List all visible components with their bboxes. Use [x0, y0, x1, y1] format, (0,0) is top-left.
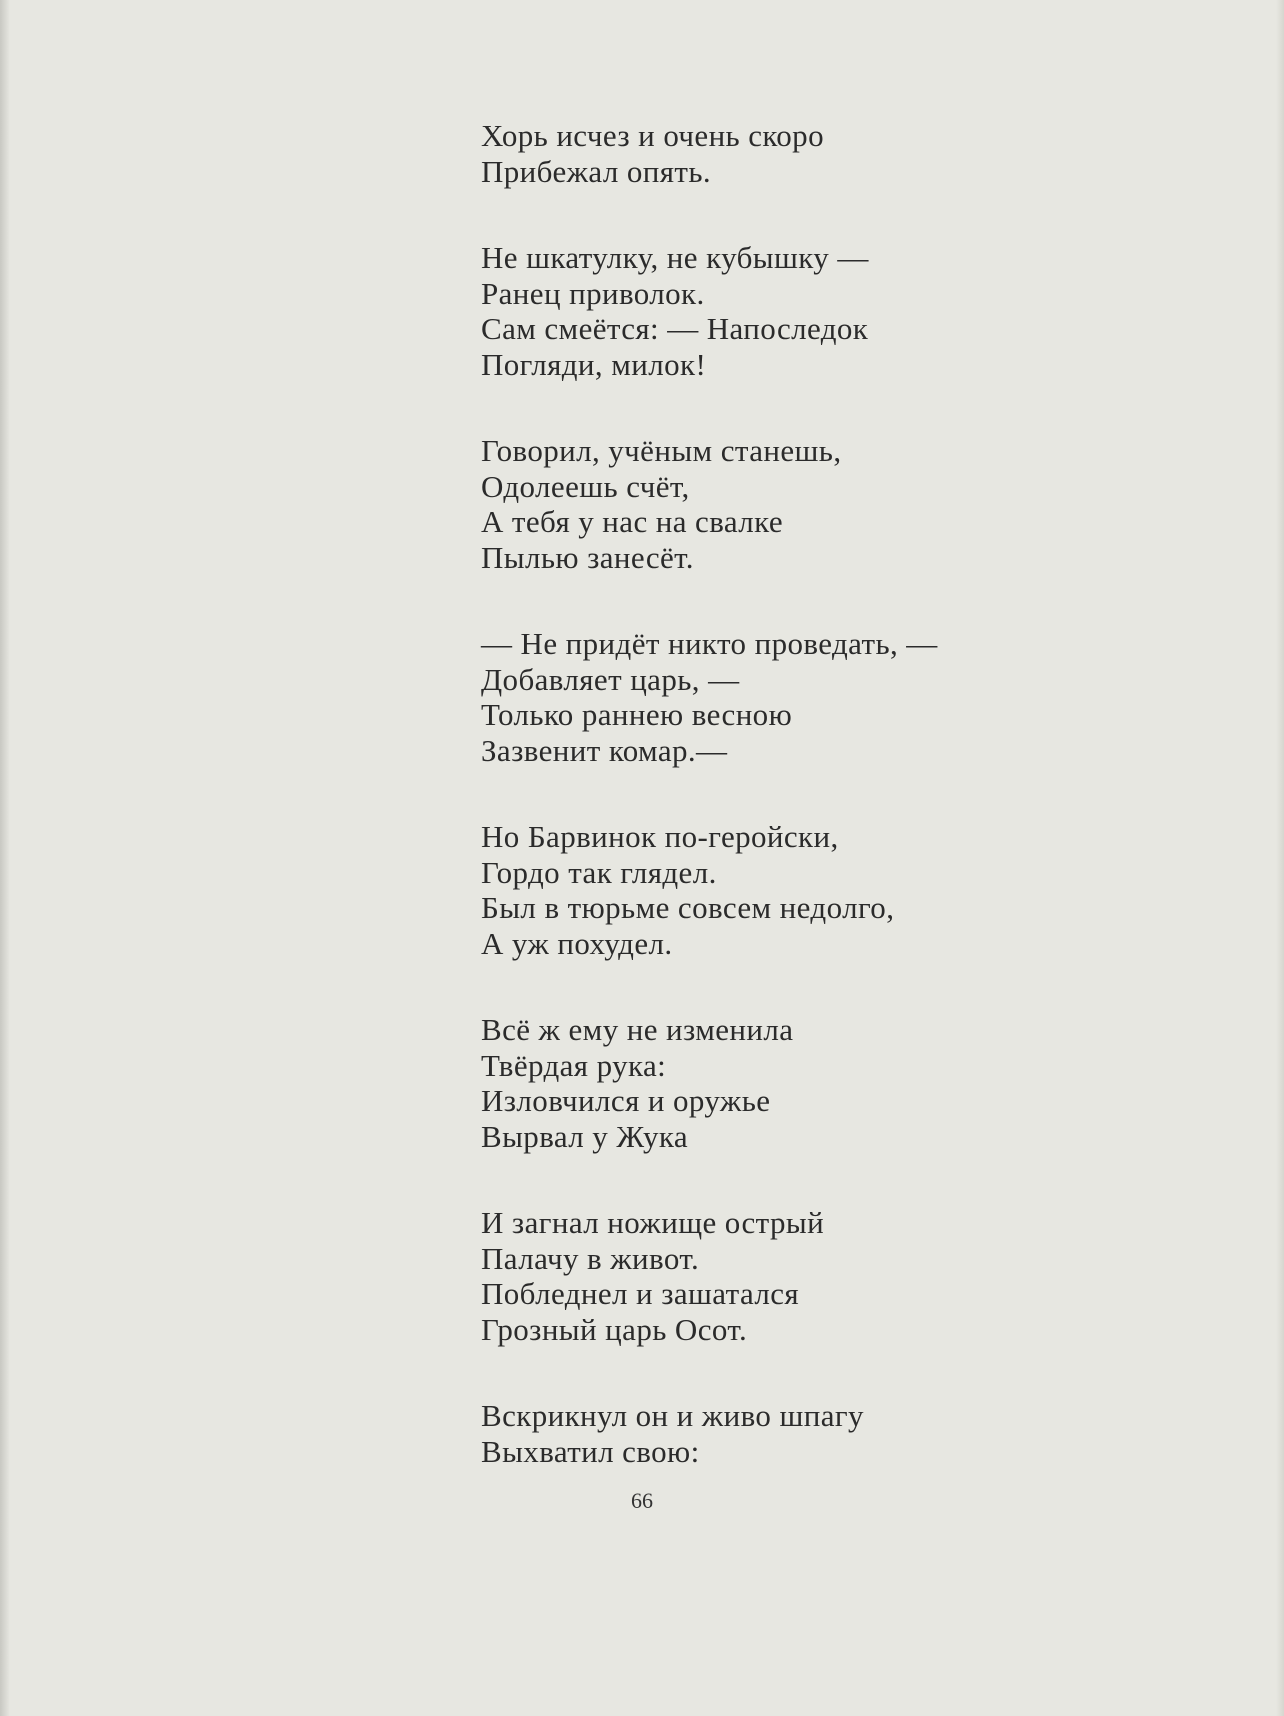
stanza-5: [481, 819, 1041, 961]
page-gutter-shadow: [0, 0, 10, 1716]
stanza-2: [481, 240, 1041, 382]
poem-line: Побледнел и зашатался: [481, 1276, 800, 1311]
poem-line: Добавляет царь, —: [481, 661, 740, 697]
poem-line: Прибежал опять.: [481, 153, 712, 189]
poem-line: Сам смеётся: — Напоследок: [481, 311, 869, 346]
poem-line: Изловчился и оружье: [481, 1083, 771, 1118]
poem-line: Вырвал у Жука: [481, 1118, 689, 1154]
stanza-7: [481, 1205, 1041, 1347]
stanza-4: [481, 626, 1041, 768]
poem-line: Только раннею весною: [481, 697, 793, 732]
poem-line: Был в тюрьме совсем недолго,: [481, 890, 895, 925]
poem-line: Вскрикнул он и живо шпагу: [481, 1398, 864, 1433]
page-edge: [1276, 0, 1284, 1716]
poem-line: Хорь исчез и очень скоро: [481, 118, 824, 153]
poem-text: [481, 118, 1041, 1469]
poem-line: Но Барвинок по-геройски,: [481, 819, 839, 854]
poem-line: Всё ж ему не изменила: [481, 1012, 794, 1047]
poem-line: А уж похудел.: [481, 925, 673, 961]
poem-line: Одолеешь счёт,: [481, 468, 690, 504]
poem-line: Твёрдая рука:: [481, 1047, 667, 1083]
poem-line: Палачу в живот.: [481, 1240, 700, 1276]
poem-line: — Не придёт никто проведать, —: [481, 626, 938, 661]
stanza-3: [481, 433, 1041, 575]
poem-line: Погляди, милок!: [481, 346, 707, 382]
poem-line: Пылью занесёт.: [481, 539, 694, 575]
poem-line: И загнал ножище острый: [481, 1205, 825, 1240]
poem-line: Ранец приволок.: [481, 275, 705, 311]
stanza-1: [481, 118, 1041, 189]
poem-line: Не шкатулку, не кубышку —: [481, 240, 869, 275]
poem-line: Говорил, учёным станешь,: [481, 433, 842, 468]
poem-line: Выхватил свою:: [481, 1433, 700, 1469]
stanza-6: [481, 1012, 1041, 1154]
stanza-8: [481, 1398, 1041, 1469]
page-number: 66: [631, 1488, 653, 1513]
poem-line: Гордо так глядел.: [481, 854, 717, 890]
poem-line: Зазвенит комар.—: [481, 732, 728, 768]
poem-line: Грозный царь Осот.: [481, 1311, 748, 1347]
poem-line: А тебя у нас на свалке: [481, 504, 783, 539]
